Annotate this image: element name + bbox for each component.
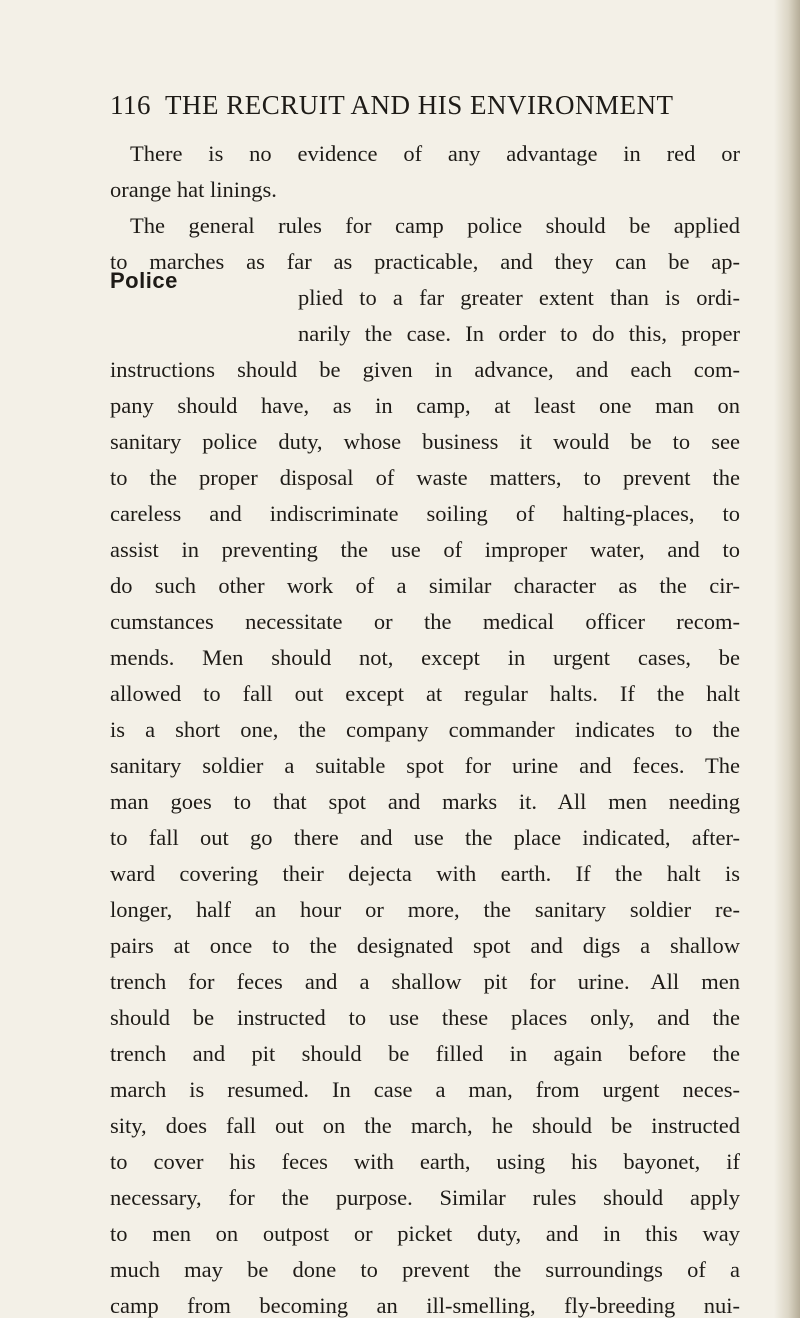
text-line: should be instructed to use these places only, and the xyxy=(110,1005,740,1030)
text-line: much may be done to prevent the surroundings of a xyxy=(110,1257,740,1282)
text-line: ward covering their dejecta with earth. If the halt is xyxy=(110,861,740,886)
text-line: is a short one, the company commander indicates to the xyxy=(110,717,740,742)
text-line: sanitary soldier a suitable spot for urine and feces. The xyxy=(110,753,740,778)
text-line: sanitary police duty, whose business it would be to see xyxy=(110,429,740,454)
text-line: allowed to fall out except at regular halts. If the halt xyxy=(110,681,740,706)
page-edge-shadow xyxy=(774,0,800,1318)
text-line: to cover his feces with earth, using his bayonet, if xyxy=(110,1149,740,1174)
text-line: The general rules for camp police should be applied xyxy=(130,213,740,238)
running-title: THE RECRUIT AND HIS ENVIRONMENT xyxy=(165,90,674,120)
text-line: longer, half an hour or more, the sanitary soldier re- xyxy=(110,897,740,922)
running-head xyxy=(110,90,730,121)
text-line: careless and indiscriminate soiling of halting-places, to xyxy=(110,501,740,526)
text-line: narily the case. In order to do this, proper xyxy=(298,321,740,346)
text-line: There is no evidence of any advantage in red or xyxy=(130,141,740,166)
text-line: to the proper disposal of waste matters, to prevent the xyxy=(110,465,740,490)
text-line: trench for feces and a shallow pit for urine. All men xyxy=(110,969,740,994)
text-line: to fall out go there and use the place indicated, after- xyxy=(110,825,740,850)
text-line: do such other work of a similar character as the cir- xyxy=(110,573,740,598)
margin-note: Police xyxy=(110,268,178,293)
text-line: instructions should be given in advance, and each com- xyxy=(110,357,740,382)
text-line: cumstances necessitate or the medical officer recom- xyxy=(110,609,740,634)
text-line: orange hat linings. xyxy=(110,177,277,202)
text-line: plied to a far greater extent than is ordi- xyxy=(298,285,740,310)
text-line: camp from becoming an ill-smelling, fly-breeding nui- xyxy=(110,1293,740,1318)
text-line: pairs at once to the designated spot and digs a shallow xyxy=(110,933,740,958)
text-line: necessary, for the purpose. Similar rules should apply xyxy=(110,1185,740,1210)
text-line: trench and pit should be filled in again before the xyxy=(110,1041,740,1066)
page-number: 116 xyxy=(110,90,151,120)
text-line: man goes to that spot and marks it. All men needing xyxy=(110,789,740,814)
text-line: to marches as far as practicable, and they can be ap- xyxy=(110,249,740,274)
text-line: sity, does fall out on the march, he should be instructed xyxy=(110,1113,740,1138)
text-line: pany should have, as in camp, at least one man on xyxy=(110,393,740,418)
text-line: march is resumed. In case a man, from urgent neces- xyxy=(110,1077,740,1102)
text-line: mends. Men should not, except in urgent cases, be xyxy=(110,645,740,670)
text-line: assist in preventing the use of improper water, and to xyxy=(110,537,740,562)
text-line: to men on outpost or picket duty, and in this way xyxy=(110,1221,740,1246)
